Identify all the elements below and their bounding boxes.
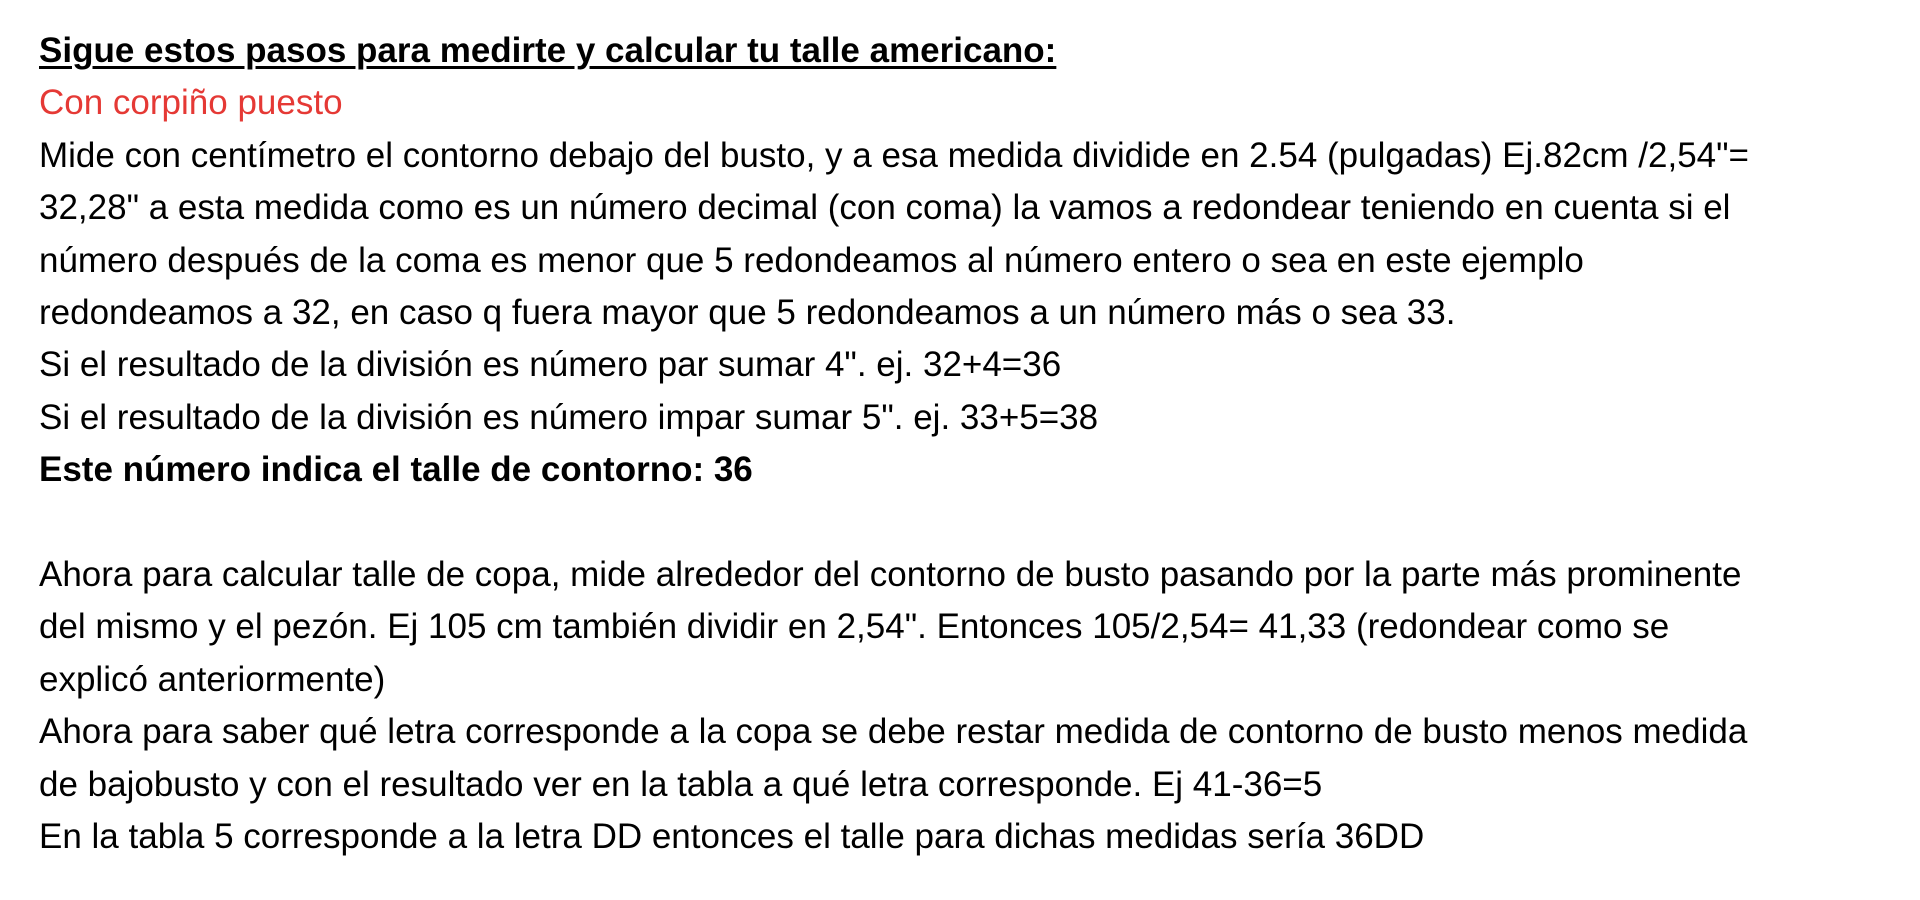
blank-line [39,497,1899,549]
paragraph-line: Si el resultado de la división es número par sumar 4". ej. 32+4=36 [39,345,1062,385]
paragraph-line: del mismo y el pezón. Ej 105 cm también dividir en 2,54". Entonces 105/2,54= 41,33 (redondear como se [39,607,1670,647]
contour-result: Este número indica el talle de contorno: 36 [39,450,753,490]
paragraph-line: número después de la coma es menor que 5 redondeamos al número entero o sea en este ejemplo [39,240,1584,280]
paragraph-line: En la tabla 5 corresponde a la letra DD entonces el talle para dichas medidas sería 36DD [39,817,1425,857]
page-title: Sigue estos pasos para medirte y calcular tu talle americano: [39,31,1057,70]
paragraph-line: Ahora para calcular talle de copa, mide alrededor del contorno de busto pasando por la parte más prominente [39,555,1742,595]
paragraph-line: Si el resultado de la división es número impar sumar 5". ej. 33+5=38 [39,397,1099,437]
paragraph-line: redondeamos a 32, en caso q fuera mayor que 5 redondeamos a un número más o sea 33. [39,293,1456,333]
paragraph-line: de bajobusto y con el resultado ver en la tabla a qué letra corresponde. Ej 41-36=5 [39,764,1323,804]
document-body [39,25,1899,863]
paragraph-line: explicó anteriormente) [39,659,386,699]
subtitle: Con corpiño puesto [39,83,343,123]
paragraph-line: Ahora para saber qué letra corresponde a la copa se debe restar medida de contorno de busto menos medida [39,712,1748,752]
paragraph-line: 32,28" a esta medida como es un número decimal (con coma) la vamos a redondear teniendo en cuenta si el [39,188,1731,228]
paragraph-line: Mide con centímetro el contorno debajo del busto, y a esa medida dividide en 2.54 (pulgadas) Ej.82cm /2,54"= [39,135,1749,175]
